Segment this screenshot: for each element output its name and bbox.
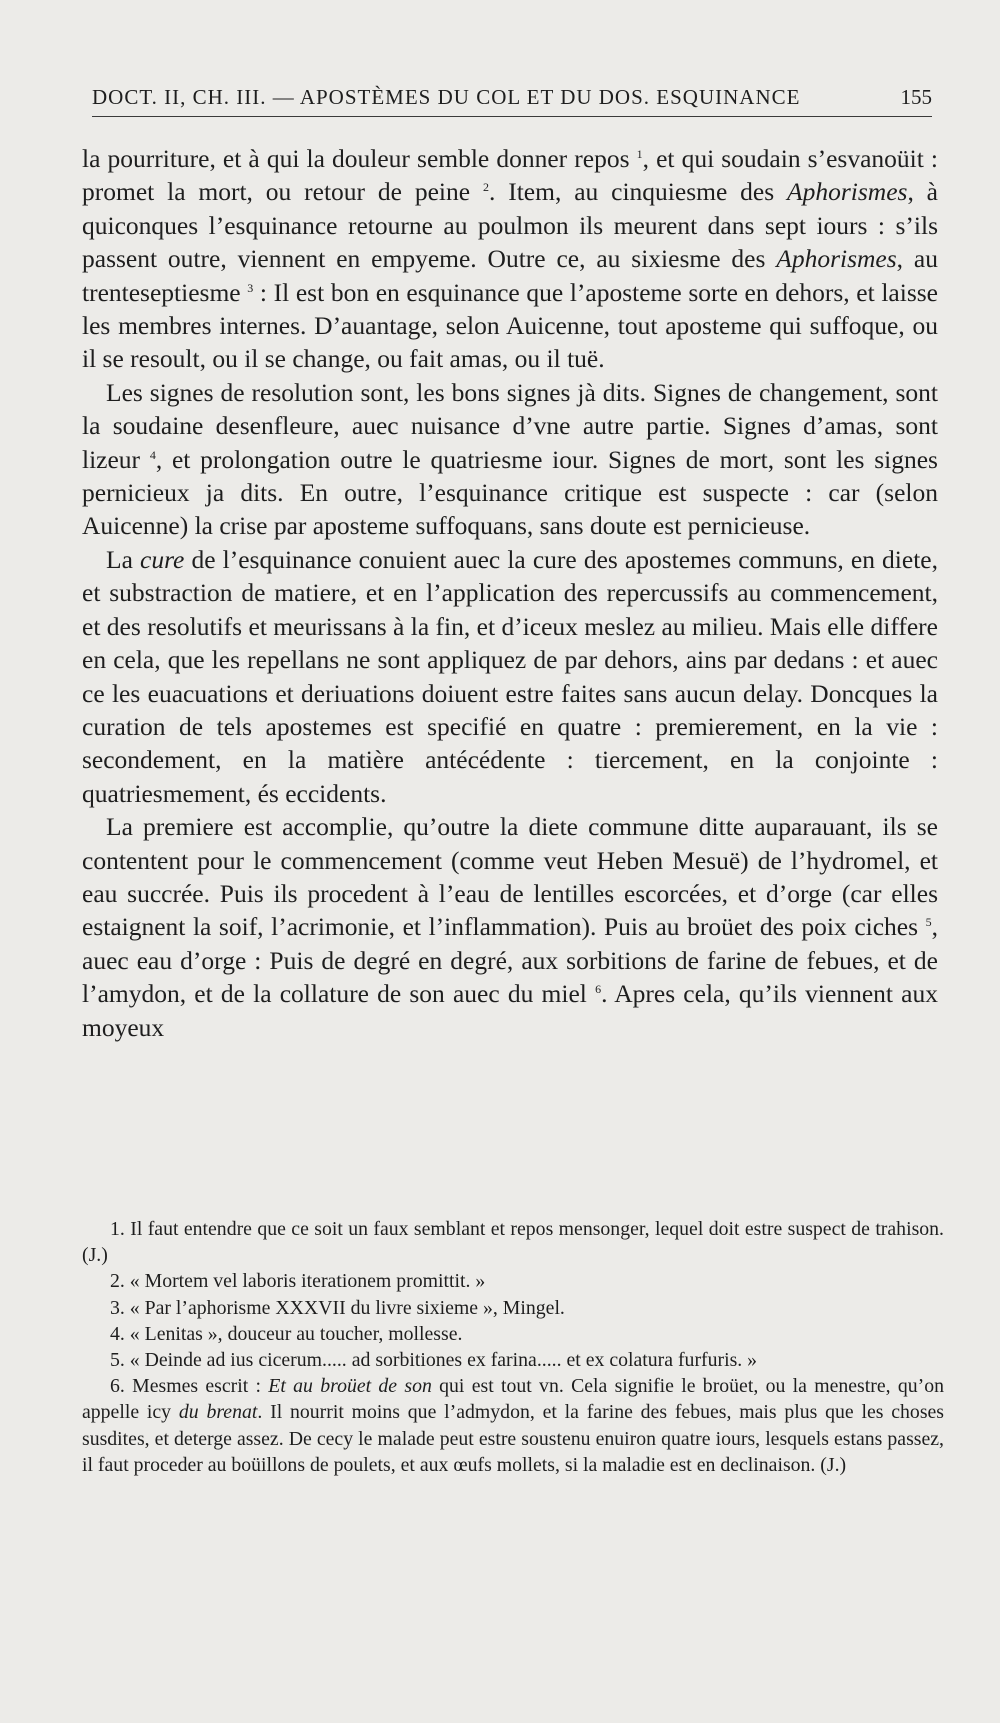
paragraph-4: La premiere est accomplie, qu’outre la diete commune ditte auparauant, ils se contentent pour le commencement (comme veut Heben Mesuë) de l’hydromel, et eau succrée. Puis ils procedent à l’eau de lentilles escorcées, et d’orge (car elles estaignent la soif, l’acrimonie, et l’inflammation). Puis au broüet des poix ciches $^5$, auec eau d’orge : Puis de degré en degré, aux sorbitions de farine de febues, et de l’amydon, et de la collature de son auec du miel $^6$. Apres cela, qu’ils viennent aux moyeux — [82, 812, 938, 1042]
page-number: 155 — [900, 85, 932, 109]
paragraph-2: Les signes de resolution sont, les bons signes jà dits. Signes de changement, sont la soudaine desenfleure, auec nuisance d’vne autre partie. Signes d’amas, sont lizeur $^4$, et prolongation outre le quatriesme iour. Signes de mort, sont les signes pernicieux ja dits. En outre, l’esquinance critique est suspecte : car (selon Auicenne) la crise par aposteme suffoquans, sans doute est pernicieuse. — [82, 377, 938, 541]
footnote-1: 1. Il faut entendre que ce soit un faux semblant et repos mensonger, lequel doit estre suspect de trahison. (J.) — [82, 1218, 944, 1267]
footnote-ref-5: 5 — [925, 915, 932, 930]
paragraph-1: la pourriture, et à qui la douleur semble donner repos $^1$, et qui soudain s’esvanoüit : promet la mort, ou retour de peine $^2$. Item, au cinquiesme des Aphorismes, à quiconques l’esquinance retourne au poulmon ils meurent dans sept iours : s’ils passent outre, viennent en empyeme. Outre ce, au sixiesme des Aphorismes, au trenteseptiesme $^3$ : Il est bon en esquinance que l’aposteme sorte en dehors, et laisse les membres internes. D’auantage, selon Auicenne, tout aposteme qui suffoque, ou il se resoult, ou il se change, ou fait amas, ou il tuë. — [82, 144, 939, 374]
footnote-4: 4. « Lenitas », douceur au toucher, mollesse. — [110, 1322, 463, 1345]
footnote-3: 3. « Par l’aphorisme XXXVII du livre sixieme », Mingel. — [110, 1296, 565, 1319]
paragraph-3: La cure de l’esquinance conuient auec la cure des apostemes communs, en diete, et substraction de matiere, et en l’application des repercussifs au commencement, et des resolutifs et meurissans à la fin, et d’iceux meslez au milieu. Mais elle differe en cela, que les repellans ne sont appliquez de par dehors, ains par dedans : et auec ce les euacuations et deriuations doiuent estre faites sans aucun delay. Doncques la curation de tels apostemes est specifié en quatre : premierement, en la vie : secondement, en la matière antécédente : tiercement, en la conjointe : quatriesmement, és eccidents. — [82, 544, 938, 808]
book-title: Aphorismes — [776, 244, 897, 274]
footnote-ref-2: 2 — [482, 180, 489, 195]
running-title: DOCT. II, CH. III. — APOSTÈMES DU COL ET DU DOS. ESQUINANCE — [92, 85, 801, 109]
footnote-2: 2. « Mortem vel laboris iterationem promittit. » — [110, 1270, 486, 1293]
footnote-ref-3: 3 — [247, 280, 254, 295]
emphasis-cure: cure — [140, 544, 185, 574]
footnote-6: 6. Mesmes escrit : Et au broüet de son qui est tout vn. Cela signifie le broüet, ou la menestre, qu’on appelle icy du brenat. Il nourrit moins que l’admydon, et la farine des febues, mais plus que les choses susdites, et deterge assez. De cecy le malade peut estre soustenu enuiron quatre iours, lesquels estans passez, il faut proceder au boüillons de poulets, et aux œufs mollets, si la maladie est en declinaison. (J.) — [82, 1375, 944, 1476]
footnote-ref-1: 1 — [636, 147, 643, 161]
footnote-ref-4: 4 — [149, 447, 156, 462]
book-title: Aphorismes — [787, 177, 908, 207]
footnote-5: 5. « Deinde ad ius cicerum..... ad sorbitiones ex farina..... et ex colatura furfuris. » — [110, 1349, 758, 1372]
footnotes — [82, 1216, 944, 1478]
running-header — [92, 70, 932, 117]
main-text — [82, 142, 938, 1044]
footnote-ref-6: 6 — [595, 982, 602, 997]
